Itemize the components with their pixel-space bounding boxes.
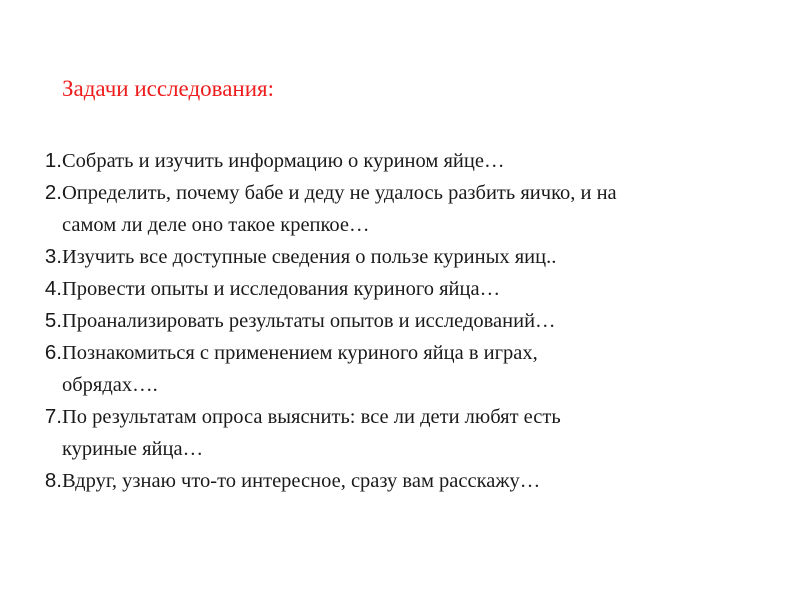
list-item-text: Вдруг, узнаю что-то интересное, сразу вам расскажу… <box>62 470 541 492</box>
list-item <box>34 145 794 177</box>
slide-title: Задачи исследования: <box>62 76 275 101</box>
list-item-number: 7. <box>44 405 62 428</box>
list-item-number: 2. <box>44 181 62 204</box>
list-item-text: Проанализировать результаты опытов и исследований… <box>62 310 556 332</box>
list-item <box>34 401 794 465</box>
task-list <box>34 145 794 497</box>
list-item-number: 8. <box>44 469 62 492</box>
list-item <box>34 305 794 337</box>
list-item-text: Собрать и изучить информацию о курином яйце… <box>62 150 505 172</box>
list-item <box>34 177 794 241</box>
list-item-number: 6. <box>44 341 62 364</box>
list-item-number: 4. <box>44 277 62 300</box>
list-item-text: Провести опыты и исследования куриного яйца… <box>62 278 501 300</box>
list-item <box>34 273 794 305</box>
list-item-number: 3. <box>44 245 62 268</box>
list-item <box>34 337 794 401</box>
list-item-text: Определить, почему бабе и деду не удалось разбить яичко, и на самом ли деле оно такое крепкое… <box>62 182 617 236</box>
list-item-text: Познакомиться с применением куриного яйца в играх, обрядах…. <box>62 342 538 396</box>
list-item <box>34 241 794 273</box>
list-item-number: 5. <box>44 309 62 332</box>
list-item-number: 1. <box>44 149 62 172</box>
list-item-text: Изучить все доступные сведения о пользе куриных яиц.. <box>62 246 557 268</box>
list-item <box>34 465 794 497</box>
list-item-text: По результатам опроса выяснить: все ли дети любят есть куриные яйца… <box>62 406 561 460</box>
